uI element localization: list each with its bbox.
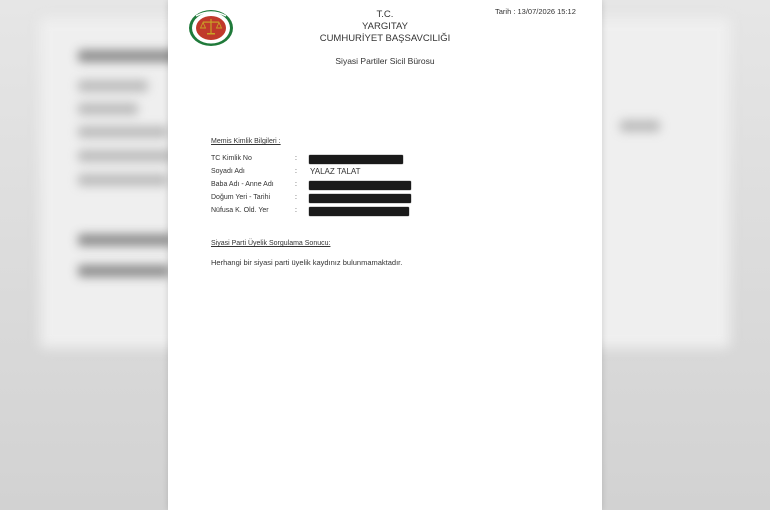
blurred-line bbox=[78, 80, 148, 92]
redaction-bar bbox=[309, 155, 403, 164]
field-row-tc-kimlik bbox=[211, 155, 571, 167]
query-section-title: Siyasi Parti Üyelik Sorgulama Sonucu: bbox=[211, 240, 331, 247]
blurred-line bbox=[620, 120, 660, 132]
field-row-nufusa-kayitli-yer bbox=[211, 207, 571, 219]
bureau-title: Siyasi Partiler Sicil Bürosu bbox=[335, 56, 435, 66]
field-colon: : bbox=[295, 168, 297, 175]
header-line-tc: T.C. bbox=[376, 9, 394, 20]
query-result-text: Herhangi bir siyasi parti üyelik kaydınız bulunmamaktadır. bbox=[211, 258, 403, 267]
blurred-line bbox=[78, 126, 168, 138]
field-colon: : bbox=[295, 155, 297, 162]
blurred-line bbox=[78, 174, 168, 186]
field-colon: : bbox=[295, 181, 297, 188]
blurred-line bbox=[78, 103, 138, 115]
field-row-soyadi-adi bbox=[211, 168, 571, 180]
field-label: Baba Adı - Anne Adı bbox=[211, 181, 274, 188]
header-line-yargitay: YARGITAY bbox=[362, 21, 408, 32]
field-colon: : bbox=[295, 194, 297, 201]
field-colon: : bbox=[295, 207, 297, 214]
document-page bbox=[168, 0, 602, 510]
blurred-line bbox=[78, 234, 173, 246]
document-date: Tarih : 13/07/2026 15:12 bbox=[495, 7, 576, 16]
redaction-bar bbox=[309, 194, 411, 203]
blurred-line bbox=[78, 150, 173, 162]
field-row-dogum-yeri-tarihi bbox=[211, 194, 571, 206]
redaction-bar bbox=[309, 207, 409, 216]
field-label: Soyadı Adı bbox=[211, 168, 245, 175]
identity-section-title: Memis Kimlik Bilgileri : bbox=[211, 138, 281, 145]
field-label: Doğum Yeri - Tarihi bbox=[211, 194, 271, 201]
blurred-line bbox=[78, 265, 170, 277]
field-label: TC Kimlik No bbox=[211, 155, 252, 162]
header-line-bassavcilik: CUMHURİYET BAŞSAVCILIĞI bbox=[319, 33, 451, 44]
redaction-bar bbox=[309, 181, 411, 190]
field-label: Nüfusa K. Old. Yer bbox=[211, 207, 269, 214]
field-value-name: YALAZ TALAT bbox=[310, 167, 361, 176]
field-row-baba-anne-adi bbox=[211, 181, 571, 193]
